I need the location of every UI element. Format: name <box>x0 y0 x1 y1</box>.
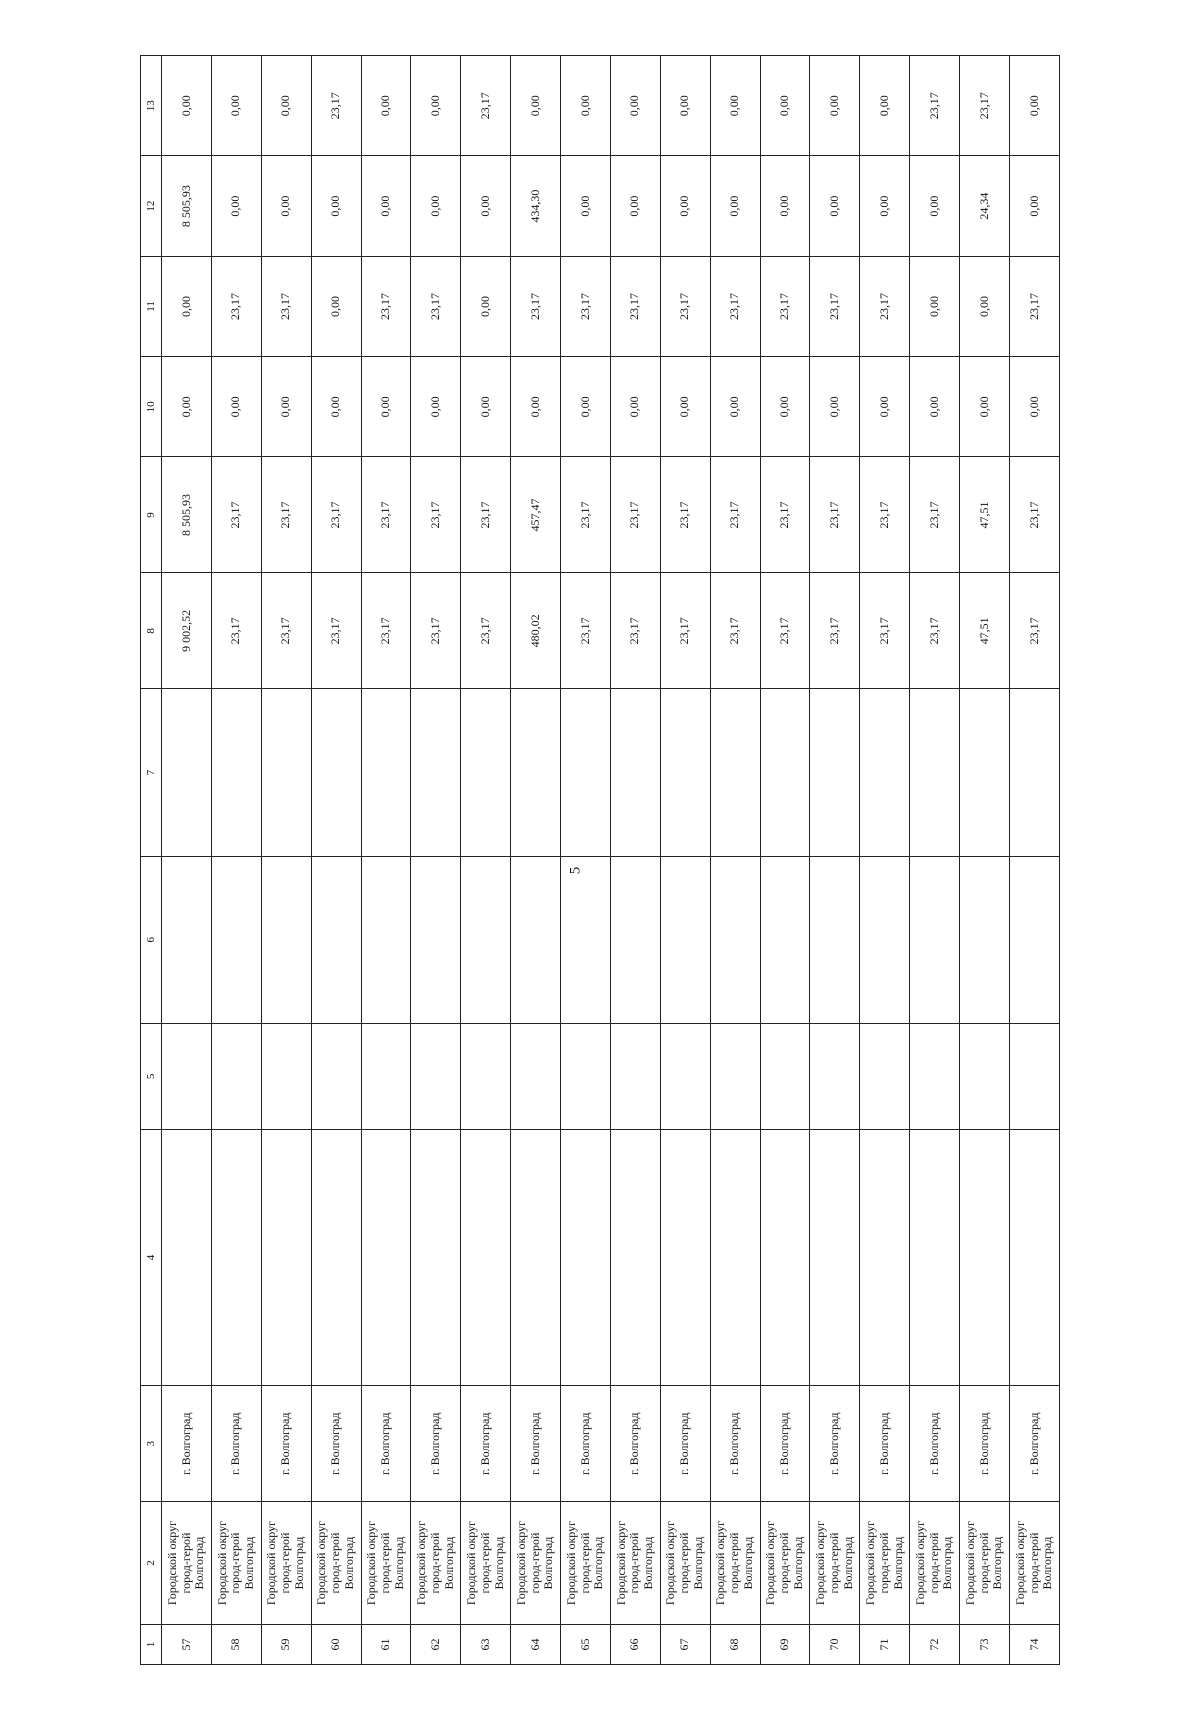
column-header: 1 <box>141 1624 162 1664</box>
table-cell: г. Волгоград <box>660 1386 710 1502</box>
table-row <box>411 56 461 1665</box>
table-cell: 0,00 <box>361 156 411 256</box>
table-cell: г. Волгоград <box>860 1386 910 1502</box>
column-header: 11 <box>141 256 162 356</box>
table-cell <box>760 689 810 856</box>
table-cell: 23,17 <box>860 256 910 356</box>
table-cell <box>710 1129 760 1385</box>
table-cell: 23,17 <box>610 457 660 573</box>
table-cell: Городской округ город-герой Волгоград <box>960 1502 1010 1625</box>
table-cell: 0,00 <box>261 357 311 457</box>
table-row <box>660 56 710 1665</box>
table-cell: 24,34 <box>960 156 1010 256</box>
header-row <box>141 56 162 1665</box>
table-row <box>810 56 860 1665</box>
table-cell: 23,17 <box>660 573 710 689</box>
table-cell: г. Волгоград <box>411 1386 461 1502</box>
table-cell: 0,00 <box>211 357 261 457</box>
table-cell: 23,17 <box>361 457 411 573</box>
records-table-frame <box>140 55 1060 1665</box>
table-cell: 23,17 <box>760 457 810 573</box>
table-cell: 9 002,52 <box>162 573 212 689</box>
table-cell: 23,17 <box>411 457 461 573</box>
table-cell: 0,00 <box>511 357 561 457</box>
table-cell: 23,17 <box>1009 256 1059 356</box>
table-cell <box>760 1129 810 1385</box>
table-row <box>760 56 810 1665</box>
table-cell <box>162 1129 212 1385</box>
table-cell: 0,00 <box>860 156 910 256</box>
table-cell: 23,17 <box>461 573 511 689</box>
table-row <box>361 56 411 1665</box>
table-cell: 434,30 <box>511 156 561 256</box>
table-cell: 23,17 <box>810 256 860 356</box>
table-cell <box>162 856 212 1023</box>
records-table <box>140 55 1060 1665</box>
table-cell <box>810 1023 860 1129</box>
table-cell: Городской округ город-герой Волгоград <box>561 1502 611 1625</box>
table-cell: 0,00 <box>660 357 710 457</box>
column-header: 9 <box>141 457 162 573</box>
table-cell: г. Волгоград <box>211 1386 261 1502</box>
table-cell: Городской округ город-герой Волгоград <box>461 1502 511 1625</box>
table-cell: 480,02 <box>511 573 561 689</box>
table-cell <box>910 689 960 856</box>
table-cell: Городской округ город-герой Волгоград <box>311 1502 361 1625</box>
table-cell <box>610 689 660 856</box>
table-row <box>311 56 361 1665</box>
table-cell: 0,00 <box>1009 156 1059 256</box>
table-cell <box>860 1129 910 1385</box>
table-cell: 0,00 <box>211 156 261 256</box>
table-cell: г. Волгоград <box>511 1386 561 1502</box>
table-cell: 58 <box>211 1624 261 1664</box>
table-cell: 0,00 <box>162 256 212 356</box>
table-cell: 0,00 <box>910 256 960 356</box>
table-cell <box>910 856 960 1023</box>
table-cell <box>1009 689 1059 856</box>
table-cell: Городской округ город-герой Волгоград <box>211 1502 261 1625</box>
table-cell: 0,00 <box>660 156 710 256</box>
table-cell <box>960 689 1010 856</box>
table-cell: 74 <box>1009 1624 1059 1664</box>
table-cell <box>511 1129 561 1385</box>
column-header: 8 <box>141 573 162 689</box>
column-header: 3 <box>141 1386 162 1502</box>
table-cell: 0,00 <box>910 156 960 256</box>
table-cell <box>361 1129 411 1385</box>
table-cell: 0,00 <box>760 357 810 457</box>
table-cell <box>1009 1023 1059 1129</box>
table-cell: 0,00 <box>411 156 461 256</box>
table-cell: 8 505,93 <box>162 457 212 573</box>
table-row <box>960 56 1010 1665</box>
table-cell: 0,00 <box>461 256 511 356</box>
table-cell <box>710 1023 760 1129</box>
table-cell: 0,00 <box>361 56 411 156</box>
table-cell <box>261 689 311 856</box>
table-cell: 23,17 <box>660 256 710 356</box>
table-cell: 0,00 <box>162 357 212 457</box>
table-cell <box>162 689 212 856</box>
table-cell <box>311 1023 361 1129</box>
table-cell: 23,17 <box>1009 457 1059 573</box>
table-cell: 23,17 <box>211 573 261 689</box>
table-cell: 0,00 <box>261 56 311 156</box>
table-cell: Городской округ город-герой Волгоград <box>411 1502 461 1625</box>
table-cell: Городской округ город-герой Волгоград <box>1009 1502 1059 1625</box>
table-cell: 0,00 <box>1009 56 1059 156</box>
table-cell: 0,00 <box>610 56 660 156</box>
table-cell: Городской округ город-герой Волгоград <box>710 1502 760 1625</box>
table-cell: 0,00 <box>660 56 710 156</box>
table-cell: 0,00 <box>311 156 361 256</box>
table-cell: 23,17 <box>710 256 760 356</box>
column-header: 12 <box>141 156 162 256</box>
table-cell: 0,00 <box>710 56 760 156</box>
table-cell: 57 <box>162 1624 212 1664</box>
table-cell: 0,00 <box>561 156 611 256</box>
table-cell <box>610 1023 660 1129</box>
table-cell <box>960 856 1010 1023</box>
table-row <box>910 56 960 1665</box>
table-cell: 23,17 <box>261 256 311 356</box>
table-cell: 23,17 <box>561 457 611 573</box>
table-cell <box>461 856 511 1023</box>
table-cell: 23,17 <box>511 256 561 356</box>
table-cell <box>610 1129 660 1385</box>
table-cell: 23,17 <box>561 256 611 356</box>
table-cell: г. Волгоград <box>311 1386 361 1502</box>
table-row <box>511 56 561 1665</box>
table-cell: Городской округ город-герой Волгоград <box>910 1502 960 1625</box>
table-row <box>610 56 660 1665</box>
table-cell: 23,17 <box>411 256 461 356</box>
table-cell <box>211 856 261 1023</box>
table-cell: 457,47 <box>511 457 561 573</box>
table-cell <box>261 856 311 1023</box>
table-cell: 0,00 <box>1009 357 1059 457</box>
table-cell: 8 505,93 <box>162 156 212 256</box>
table-cell: 0,00 <box>411 56 461 156</box>
table-cell: 71 <box>860 1624 910 1664</box>
table-cell: 61 <box>361 1624 411 1664</box>
table-cell: 0,00 <box>810 56 860 156</box>
table-cell: г. Волгоград <box>710 1386 760 1502</box>
table-cell <box>361 1023 411 1129</box>
table-cell: 23,17 <box>910 457 960 573</box>
table-cell: 0,00 <box>162 56 212 156</box>
table-cell: 68 <box>710 1624 760 1664</box>
table-cell: г. Волгоград <box>361 1386 411 1502</box>
table-cell <box>411 1129 461 1385</box>
table-row <box>211 56 261 1665</box>
table-header <box>141 56 162 1665</box>
table-cell <box>710 689 760 856</box>
table-cell: 23,17 <box>760 256 810 356</box>
table-cell: 23,17 <box>810 573 860 689</box>
table-cell <box>311 856 361 1023</box>
table-cell: 0,00 <box>561 56 611 156</box>
table-cell: 23,17 <box>311 56 361 156</box>
table-row <box>162 56 212 1665</box>
table-cell: 0,00 <box>810 357 860 457</box>
table-cell <box>660 856 710 1023</box>
table-cell: г. Волгоград <box>810 1386 860 1502</box>
table-cell: 0,00 <box>710 156 760 256</box>
table-cell <box>461 1129 511 1385</box>
table-row <box>860 56 910 1665</box>
table-row <box>261 56 311 1665</box>
table-cell: 59 <box>261 1624 311 1664</box>
table-cell: Городской округ город-герой Волгоград <box>261 1502 311 1625</box>
table-cell: 23,17 <box>1009 573 1059 689</box>
table-cell: Городской округ город-герой Волгоград <box>860 1502 910 1625</box>
table-cell: г. Волгоград <box>610 1386 660 1502</box>
table-cell: 23,17 <box>411 573 461 689</box>
table-row <box>1009 56 1059 1665</box>
column-header: 13 <box>141 56 162 156</box>
table-cell <box>860 689 910 856</box>
table-cell <box>461 1023 511 1129</box>
table-cell: г. Волгоград <box>561 1386 611 1502</box>
table-cell: 23,17 <box>561 573 611 689</box>
table-cell: 0,00 <box>211 56 261 156</box>
table-cell: 0,00 <box>960 357 1010 457</box>
table-cell: 60 <box>311 1624 361 1664</box>
table-row <box>561 56 611 1665</box>
table-cell <box>211 689 261 856</box>
table-cell: 0,00 <box>311 357 361 457</box>
table-cell: 0,00 <box>511 56 561 156</box>
table-cell: 23,17 <box>211 457 261 573</box>
table-cell <box>561 1023 611 1129</box>
table-cell: 0,00 <box>860 357 910 457</box>
table-cell <box>211 1129 261 1385</box>
table-cell: 23,17 <box>660 457 710 573</box>
table-cell: 23,17 <box>311 457 361 573</box>
table-cell <box>411 689 461 856</box>
table-cell <box>311 689 361 856</box>
table-cell: 0,00 <box>760 56 810 156</box>
table-cell: 72 <box>910 1624 960 1664</box>
table-cell: 23,17 <box>910 573 960 689</box>
table-cell: Городской округ город-герой Волгоград <box>760 1502 810 1625</box>
table-cell: 0,00 <box>311 256 361 356</box>
table-cell: 23,17 <box>311 573 361 689</box>
table-cell: 0,00 <box>610 156 660 256</box>
column-header: 4 <box>141 1129 162 1385</box>
table-cell <box>211 1023 261 1129</box>
table-cell <box>660 1129 710 1385</box>
table-cell: 23,17 <box>461 56 511 156</box>
table-cell: 23,17 <box>860 457 910 573</box>
table-row <box>710 56 760 1665</box>
table-cell: 0,00 <box>461 156 511 256</box>
table-row <box>461 56 511 1665</box>
table-cell <box>361 856 411 1023</box>
table-cell: 23,17 <box>610 573 660 689</box>
table-cell: 0,00 <box>960 256 1010 356</box>
table-cell <box>1009 856 1059 1023</box>
table-cell: г. Волгоград <box>760 1386 810 1502</box>
table-cell: г. Волгоград <box>910 1386 960 1502</box>
table-cell: 23,17 <box>361 573 411 689</box>
page-number: 5 <box>567 866 584 875</box>
table-cell: 70 <box>810 1624 860 1664</box>
table-cell: 23,17 <box>710 457 760 573</box>
table-cell: 23,17 <box>261 457 311 573</box>
table-cell: 0,00 <box>561 357 611 457</box>
table-cell: 0,00 <box>910 357 960 457</box>
table-cell <box>461 689 511 856</box>
column-header: 6 <box>141 856 162 1023</box>
table-cell: г. Волгоград <box>1009 1386 1059 1502</box>
table-cell: 0,00 <box>860 56 910 156</box>
table-body <box>162 56 1060 1665</box>
table-cell <box>610 856 660 1023</box>
table-cell <box>760 1023 810 1129</box>
table-cell: 73 <box>960 1624 1010 1664</box>
table-cell <box>910 1129 960 1385</box>
table-cell <box>910 1023 960 1129</box>
table-cell <box>810 856 860 1023</box>
table-cell: Городской округ город-герой Волгоград <box>610 1502 660 1625</box>
table-cell: 47,51 <box>960 457 1010 573</box>
table-cell <box>561 1129 611 1385</box>
table-cell <box>860 1023 910 1129</box>
table-cell: 66 <box>610 1624 660 1664</box>
table-cell <box>162 1023 212 1129</box>
table-cell: г. Волгоград <box>960 1386 1010 1502</box>
column-header: 5 <box>141 1023 162 1129</box>
table-cell: 62 <box>411 1624 461 1664</box>
table-cell: Городской округ город-герой Волгоград <box>660 1502 710 1625</box>
table-cell <box>760 856 810 1023</box>
table-cell <box>411 856 461 1023</box>
table-cell: 69 <box>760 1624 810 1664</box>
table-cell: 23,17 <box>461 457 511 573</box>
table-cell <box>660 689 710 856</box>
table-cell: 47,51 <box>960 573 1010 689</box>
table-cell: 23,17 <box>710 573 760 689</box>
table-cell: 65 <box>561 1624 611 1664</box>
table-cell: Городской округ город-герой Волгоград <box>361 1502 411 1625</box>
table-cell <box>361 689 411 856</box>
table-cell <box>710 856 760 1023</box>
table-cell: 0,00 <box>261 156 311 256</box>
table-cell <box>960 1129 1010 1385</box>
table-cell <box>561 856 611 1023</box>
table-cell: 0,00 <box>760 156 810 256</box>
table-cell: 63 <box>461 1624 511 1664</box>
table-cell <box>1009 1129 1059 1385</box>
table-cell: 0,00 <box>411 357 461 457</box>
table-cell: 0,00 <box>810 156 860 256</box>
table-cell: 23,17 <box>361 256 411 356</box>
table-cell <box>860 856 910 1023</box>
table-cell: г. Волгоград <box>162 1386 212 1502</box>
table-cell: 23,17 <box>760 573 810 689</box>
table-cell <box>261 1129 311 1385</box>
table-cell: 67 <box>660 1624 710 1664</box>
column-header: 10 <box>141 357 162 457</box>
table-cell <box>810 689 860 856</box>
table-cell: 23,17 <box>610 256 660 356</box>
table-cell <box>311 1129 361 1385</box>
column-header: 7 <box>141 689 162 856</box>
table-cell: 0,00 <box>610 357 660 457</box>
table-cell: 23,17 <box>860 573 910 689</box>
table-cell <box>511 1023 561 1129</box>
table-cell <box>960 1023 1010 1129</box>
table-cell: Городской округ город-герой Волгоград <box>810 1502 860 1625</box>
table-cell: Городской округ город-герой Волгоград <box>162 1502 212 1625</box>
table-cell <box>261 1023 311 1129</box>
table-cell <box>411 1023 461 1129</box>
table-cell: 23,17 <box>910 56 960 156</box>
table-cell <box>561 689 611 856</box>
table-cell <box>511 689 561 856</box>
table-cell: 23,17 <box>960 56 1010 156</box>
table-cell: 0,00 <box>710 357 760 457</box>
table-cell: 23,17 <box>211 256 261 356</box>
table-cell: г. Волгоград <box>461 1386 511 1502</box>
table-cell: г. Волгоград <box>261 1386 311 1502</box>
table-cell <box>660 1023 710 1129</box>
table-cell: Городской округ город-герой Волгоград <box>511 1502 561 1625</box>
table-cell: 23,17 <box>810 457 860 573</box>
table-cell <box>511 856 561 1023</box>
table-cell: 0,00 <box>461 357 511 457</box>
table-cell: 64 <box>511 1624 561 1664</box>
table-cell: 0,00 <box>361 357 411 457</box>
table-cell <box>810 1129 860 1385</box>
column-header: 2 <box>141 1502 162 1625</box>
table-cell: 23,17 <box>261 573 311 689</box>
